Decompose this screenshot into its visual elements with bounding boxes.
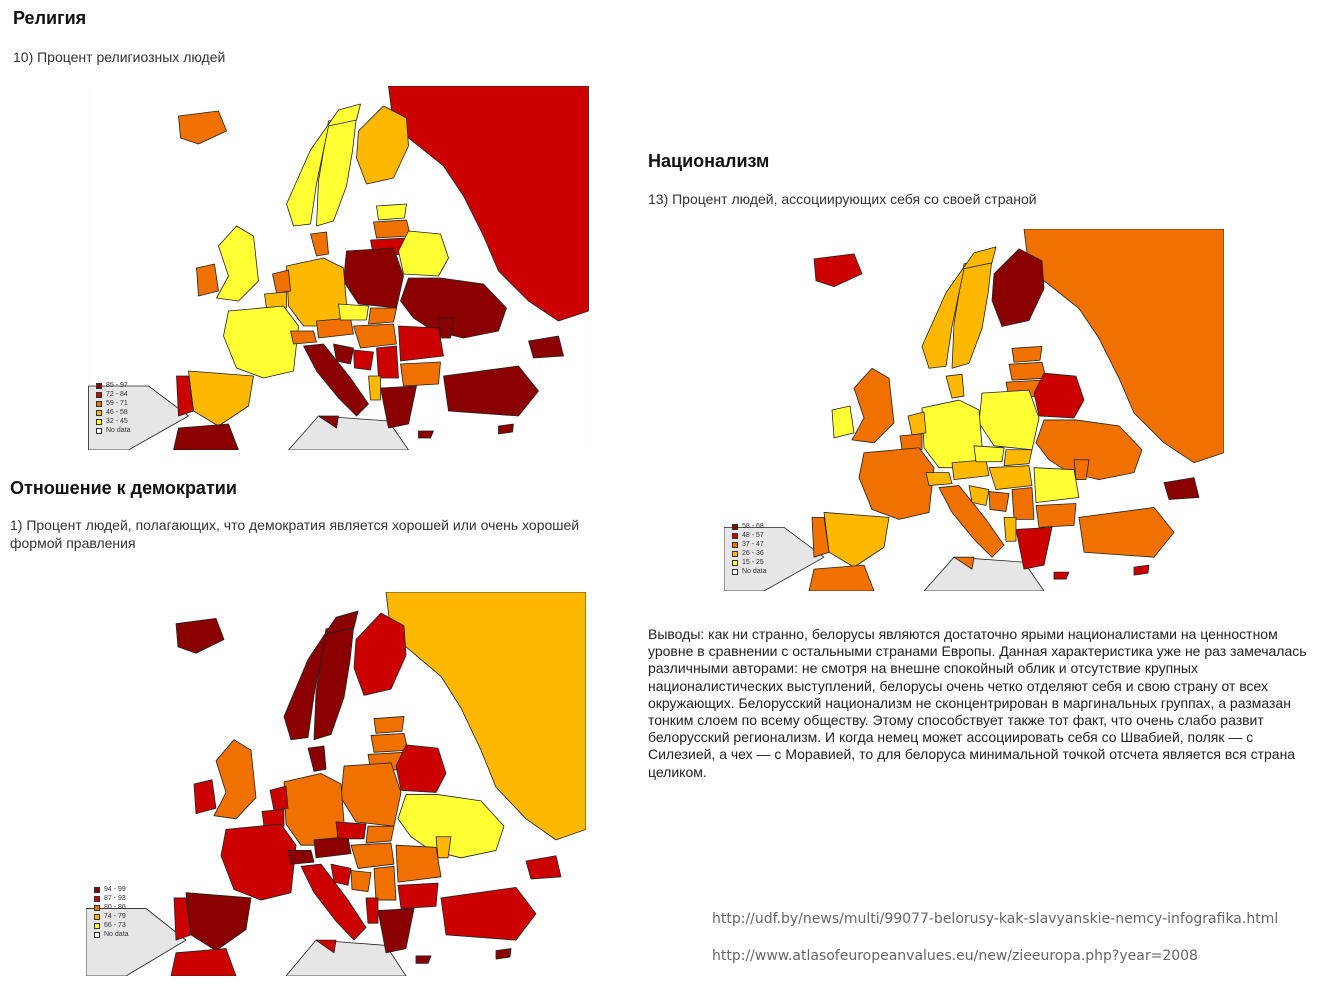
country-czechia [336, 822, 366, 839]
country-belgium [265, 292, 287, 308]
legend-row [732, 558, 767, 567]
legend-label: 87 - 93 [104, 895, 126, 902]
legend-label: 74 - 79 [104, 913, 126, 920]
legend-label: No data [742, 568, 767, 575]
legend-swatch [94, 932, 100, 938]
country-latvia [371, 733, 408, 752]
country-switzerland [926, 473, 952, 486]
religion-legend [96, 381, 131, 435]
legend-swatch [96, 410, 102, 416]
legend-swatch [94, 887, 100, 893]
legend-label: No data [104, 931, 129, 938]
country-romania [396, 845, 441, 882]
country-slovakia [1004, 450, 1032, 466]
democracy-heading: Отношение к демократии [10, 478, 237, 498]
conclusion-text: Выводы: как ни странно, белорусы являются достаточно ярыми националистами на ценностном уровне в сравнении с остальными странами Европы. Данная характеристика уже не раз замечалась различными авторами: не смотря на внешне спокойный облик и отсутствие крупных националистических выступлений, белорусы очень четко отделяют себя и свою страну от всех окружающих. Белорусский национализм не сконцентрирован в маргинальных группах, а размазан тонким слоем по всему обществу. Этому способствует также тот факт, что очень слабо развит белорусский регионализм. И когда немец может ассоциировать себя со Швабией, поляк — с Силезией, а чех — с Моравией, то для белоруса минимальной точкой отсчета является вся страна целиком. [648, 626, 1307, 780]
legend-row [94, 885, 129, 894]
country-serbia [1012, 488, 1034, 520]
country-switzerland [291, 331, 317, 344]
religion-subtitle: 10) Процент религиозных людей [13, 49, 226, 65]
country-albania [366, 898, 378, 923]
country-morocco [809, 565, 874, 591]
legend-swatch [96, 428, 102, 434]
legend-label: 94 - 99 [104, 886, 126, 893]
legend-row [94, 921, 129, 930]
democracy-map-svg [86, 592, 586, 976]
legend-swatch [94, 896, 100, 902]
democracy-legend [94, 885, 129, 939]
legend-swatch [96, 401, 102, 407]
nationalism-map [724, 229, 1224, 591]
country-germany [922, 400, 982, 468]
country-albania [1004, 517, 1016, 541]
legend-label: 32 - 45 [106, 418, 128, 425]
legend-label: 85 - 97 [106, 382, 128, 389]
country-hungary [354, 324, 397, 348]
religion-map-svg [88, 86, 589, 450]
legend-row [732, 531, 767, 540]
legend-row [96, 381, 131, 390]
legend-row [732, 522, 767, 531]
country-bosnia [989, 492, 1009, 512]
nationalism-map-svg [724, 229, 1224, 591]
legend-label: 72 - 84 [106, 391, 128, 398]
legend-label: No data [106, 427, 131, 434]
legend-row [96, 408, 131, 417]
religion-heading: Религия [13, 8, 87, 28]
country-bulgaria [398, 883, 438, 908]
legend-label: 46 - 58 [106, 409, 128, 416]
legend-row [732, 540, 767, 549]
legend-swatch [732, 560, 738, 566]
country-morocco [171, 949, 236, 976]
country-bulgaria [1036, 503, 1076, 527]
country-croatia [334, 344, 354, 364]
source-link-atlas[interactable]: http://www.atlasofeuropeanvalues.eu/new/zieeuropa.php?year=2008 [712, 948, 1198, 964]
legend-row [94, 912, 129, 921]
country-croatia [331, 864, 351, 885]
country-estonia [374, 716, 404, 733]
country-cyprus [1134, 565, 1149, 575]
legend-row [94, 894, 129, 903]
legend-swatch [732, 533, 738, 539]
country-slovakia [369, 308, 397, 324]
legend-label: 66 - 73 [104, 922, 126, 929]
legend-label: 15 - 25 [742, 559, 764, 566]
democracy-subtitle-line2: формой правления [10, 535, 136, 551]
legend-swatch [732, 542, 738, 548]
country-moldova [439, 318, 454, 338]
country-estonia [1012, 346, 1042, 362]
country-belarus [399, 231, 449, 276]
country-serbia [374, 866, 396, 900]
democracy-subtitle-line1: 1) Процент людей, полагающих, что демократия является хорошей или очень хорошей [10, 517, 580, 533]
country-hungary [351, 843, 394, 868]
country-slovakia [366, 826, 394, 843]
nationalism-subtitle: 13) Процент людей, ассоциирующих себя со своей страной [648, 191, 1037, 207]
country-ireland [194, 780, 216, 814]
country-switzerland [288, 850, 314, 864]
country-serbia [377, 346, 399, 378]
legend-label: 26 - 36 [742, 550, 764, 557]
legend-swatch [96, 392, 102, 398]
legend-row [96, 426, 131, 435]
legend-row [732, 567, 767, 576]
country-morocco [174, 424, 239, 450]
country-moldova [436, 837, 451, 858]
country-bosnia [354, 350, 374, 370]
country-belgium [900, 434, 922, 450]
legend-swatch [732, 551, 738, 557]
country-austria [317, 318, 354, 338]
legend-row [96, 390, 131, 399]
nationalism-legend [732, 522, 767, 576]
nationalism-heading: Национализм [648, 151, 770, 171]
country-czechia [339, 304, 369, 320]
country-belgium [262, 809, 284, 826]
country-moldova [1074, 460, 1089, 480]
legend-row [94, 903, 129, 912]
country-germany [284, 773, 344, 845]
legend-swatch [94, 905, 100, 911]
country-ireland [197, 264, 219, 296]
legend-swatch [96, 419, 102, 425]
country-belarus [396, 745, 446, 792]
legend-row [96, 417, 131, 426]
legend-row [96, 399, 131, 408]
legend-label: 59 - 71 [106, 400, 128, 407]
legend-swatch [94, 923, 100, 929]
legend-swatch [732, 569, 738, 575]
legend-label: 37 - 47 [742, 541, 764, 548]
country-germany [287, 258, 347, 326]
country-croatia [969, 486, 989, 506]
country-latvia [1009, 362, 1046, 380]
country-albania [369, 376, 381, 400]
religion-map [88, 86, 589, 450]
country-estonia [377, 204, 407, 220]
legend-row [732, 549, 767, 558]
legend-label: 48 - 57 [742, 532, 764, 539]
country-romania [1034, 468, 1079, 503]
legend-label: 58 - 68 [742, 523, 764, 530]
legend-row [94, 930, 129, 939]
country-hungary [989, 466, 1032, 490]
country-ireland [832, 406, 854, 438]
legend-swatch [732, 524, 738, 530]
country-austria [314, 837, 351, 858]
country-latvia [374, 220, 411, 238]
country-cyprus [499, 424, 514, 434]
legend-swatch [94, 914, 100, 920]
legend-label: 80 - 86 [104, 904, 126, 911]
country-romania [399, 326, 444, 361]
country-czechia [974, 446, 1004, 462]
country-belarus [1034, 373, 1084, 418]
legend-swatch [96, 383, 102, 389]
source-link-udf[interactable]: http://udf.by/news/multi/99077-belorusy-kak-slavyanskie-nemcy-infografika.html [712, 911, 1279, 927]
country-austria [952, 460, 989, 480]
country-cyprus [496, 949, 511, 960]
democracy-map [86, 592, 586, 976]
country-bosnia [351, 871, 371, 892]
country-bulgaria [401, 362, 441, 386]
